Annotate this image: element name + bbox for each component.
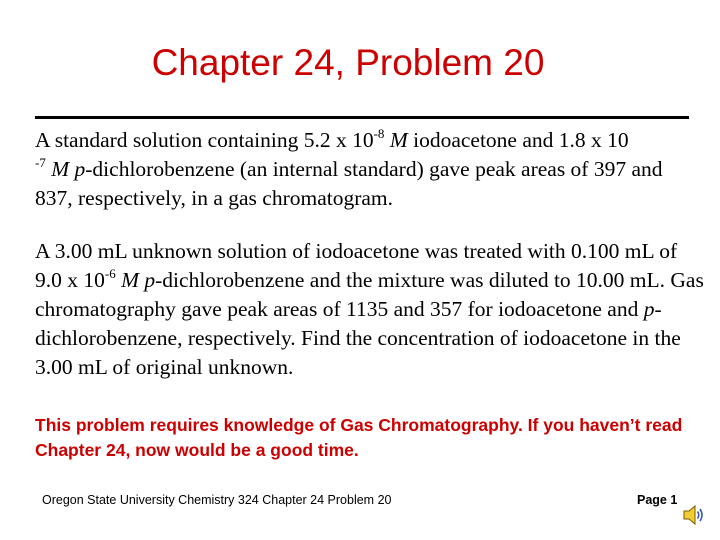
speaker-icon[interactable] bbox=[682, 502, 706, 528]
speaker-icon-graphic bbox=[682, 502, 706, 528]
p2-molar-unit-1: M p bbox=[121, 268, 156, 292]
footer-source: Oregon State University Chemistry 324 Chapter 24 Problem 20 bbox=[42, 493, 392, 507]
p2-para-prefix: p bbox=[643, 297, 655, 321]
p1-molar-unit-1: M bbox=[389, 128, 408, 152]
p1-text-1: A standard solution containing 5.2 x 10 bbox=[35, 128, 374, 152]
p1-exponent-2: -7 bbox=[35, 155, 46, 170]
page-number: Page 1 bbox=[637, 493, 678, 507]
problem-paragraph-2 bbox=[35, 237, 705, 382]
slide-title: Chapter 24, Problem 20 bbox=[151, 42, 545, 83]
p2-text-3: -dichlorobenzene and the mixture was diluted to 10.00 mL. Gas chromatography gave peak areas of 1135 and 357 for iodoacetone and bbox=[35, 268, 704, 321]
p2-text-4: -dichlorobenzene, respectively. Find the concentration of iodoacetone in the 3.00 mL of original unknown. bbox=[35, 297, 681, 379]
p1-text-5: -dichlorobenzene (an internal standard) gave peak areas of 397 and 837, respectively, in a gas chromatogram. bbox=[35, 157, 663, 210]
p1-exponent-1: -8 bbox=[373, 126, 385, 141]
chapter-note: This problem requires knowledge of Gas Chromatography. If you haven’t read Chapter 24, now would be a good time. bbox=[35, 415, 683, 460]
problem-paragraph-1 bbox=[35, 126, 705, 213]
p1-text-3: iodoacetone and 1.8 x 10 bbox=[407, 128, 629, 152]
p2-text-1: A 3.00 mL unknown solution of iodoacetone was treated with 0.100 mL of 9.0 x 10 bbox=[35, 239, 678, 292]
title-underline bbox=[35, 116, 689, 119]
p2-exponent-1: -6 bbox=[104, 266, 116, 281]
p1-molar-unit-2: M p bbox=[51, 157, 86, 181]
